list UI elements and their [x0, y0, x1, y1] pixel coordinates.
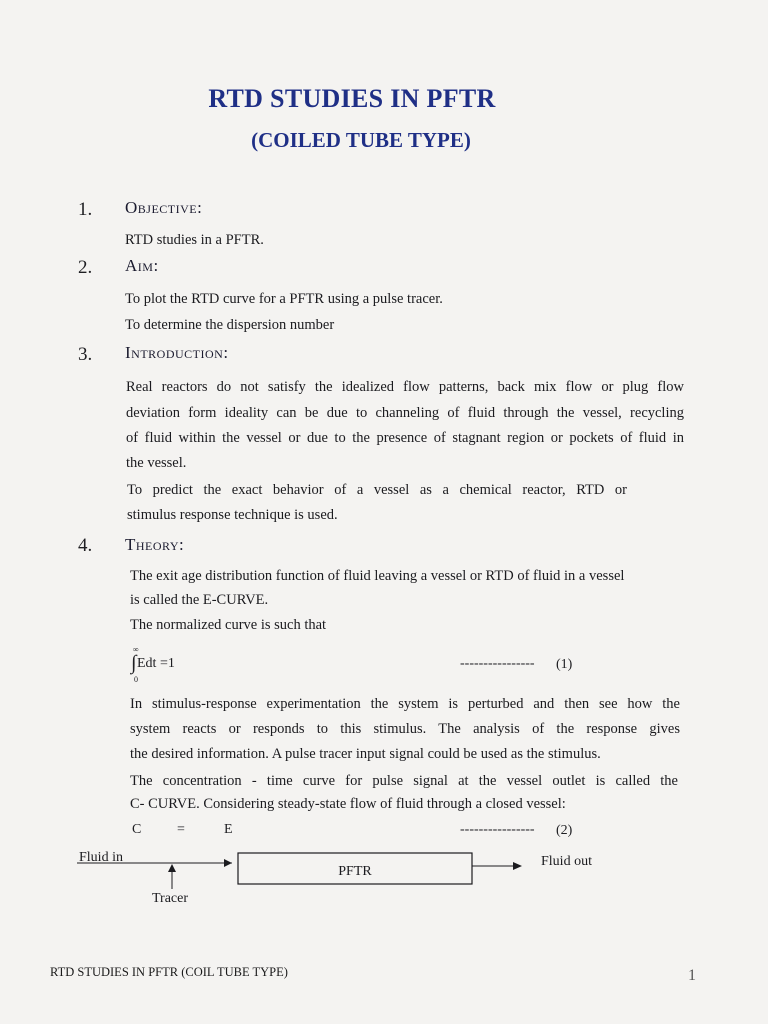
document-subtitle: (COILED TUBE TYPE) [251, 128, 471, 152]
theory-line: C- CURVE. Considering steady-state flow of fluid through a closed vessel: [130, 796, 566, 812]
section-heading-aim: Aim: [125, 256, 159, 275]
equation1-label: (1) [556, 657, 573, 672]
equation2-label: (2) [556, 823, 573, 838]
tracer-label: Tracer [152, 891, 189, 906]
introduction-line: Real reactors do not satisfy the idealized flow patterns, back mix flow or plug flow [126, 379, 684, 395]
equation2-dashes: ---------------- [460, 822, 535, 837]
section-heading-introduction: Introduction: [125, 343, 229, 362]
introduction-line: stimulus response technique is used. [127, 507, 338, 523]
equation2-rhs: E [224, 822, 233, 837]
document-title: RTD STUDIES IN PFTR [208, 84, 496, 113]
page-footer: RTD STUDIES IN PFTR (COIL TUBE TYPE) [50, 965, 288, 979]
page-number: 1 [688, 967, 696, 984]
section-number: 3. [78, 344, 93, 365]
section-heading-objective: Objective: [125, 198, 203, 217]
theory-line: is called the E-CURVE. [130, 592, 269, 608]
section-heading-theory: Theory: [125, 535, 185, 554]
equation1-dashes: ---------------- [460, 656, 535, 671]
tracer-arrowhead-icon [168, 864, 176, 872]
fluid-out-label: Fluid out [541, 854, 592, 869]
equation2-lhs: C [132, 822, 142, 837]
aim-line: To determine the dispersion number [125, 317, 335, 333]
aim-line: To plot the RTD curve for a PFTR using a pulse tracer. [125, 291, 443, 307]
section-number: 1. [78, 199, 93, 220]
inlet-arrowhead-icon [224, 859, 232, 867]
section-number: 4. [78, 535, 93, 556]
outlet-arrowhead-icon [513, 862, 522, 870]
equation2-equals: = [177, 822, 185, 837]
introduction-line: of fluid within the vessel or due to the presence of stagnant region or pockets of fluid in [126, 430, 684, 446]
integral-sign: ∫ [131, 652, 137, 674]
integral-lower-limit: 0 [134, 675, 138, 684]
section-number: 2. [78, 257, 93, 278]
fluid-in-label: Fluid in [79, 850, 123, 865]
introduction-line: the vessel. [126, 455, 187, 471]
introduction-line: deviation form ideality can be due to channeling of fluid through the vessel, recycling [126, 405, 684, 421]
theory-line: In stimulus-response experimentation the system is perturbed and then see how the [130, 696, 680, 712]
equation1-body: Edt =1 [137, 656, 175, 671]
theory-line: system reacts or responds to this stimulus. The analysis of the response gives [130, 721, 680, 737]
pftr-flow-diagram [75, 842, 635, 912]
objective-text: RTD studies in a PFTR. [125, 232, 264, 248]
theory-line: the desired information. A pulse tracer input signal could be used as the stimulus. [130, 746, 601, 762]
pftr-label: PFTR [338, 864, 372, 879]
theory-line: The concentration - time curve for pulse signal at the vessel outlet is called the [130, 773, 678, 789]
theory-line: The normalized curve is such that [130, 617, 327, 633]
theory-line: The exit age distribution function of fluid leaving a vessel or RTD of fluid in a vessel [130, 568, 625, 584]
integral-upper-limit: ∞ [133, 645, 139, 654]
introduction-line: To predict the exact behavior of a vessel as a chemical reactor, RTD or [127, 482, 627, 498]
